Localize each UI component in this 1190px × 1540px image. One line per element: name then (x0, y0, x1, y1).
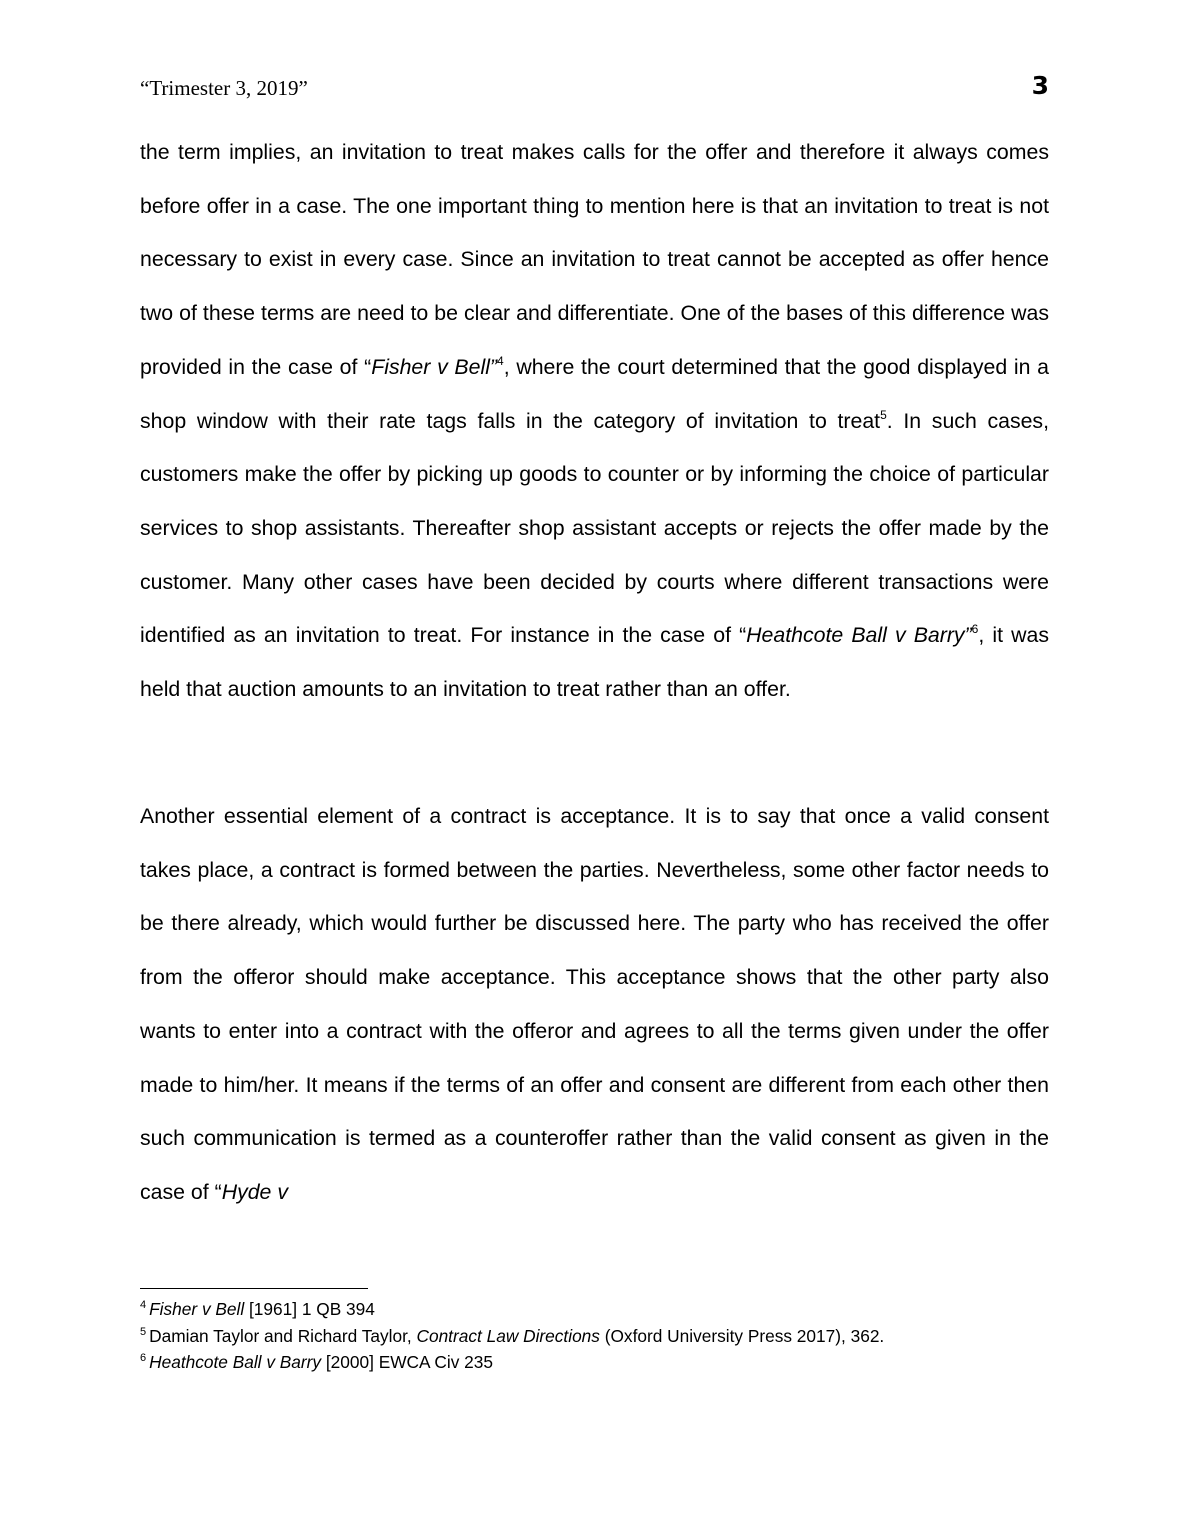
footnote-citation: [1961] 1 QB 394 (244, 1299, 375, 1319)
page-number: 3 (1031, 71, 1049, 100)
footnote-6 (140, 1349, 1080, 1376)
footnote-number: 5 (140, 1325, 147, 1338)
case-name-heathcote-ball-v-barry: Heathcote Ball v Barry” (746, 623, 972, 648)
footnote-separator (140, 1288, 368, 1289)
footnote-citation: (Oxford University Press 2017), 362. (599, 1325, 885, 1346)
case-name-fisher-v-bell: Fisher v Bell” (371, 354, 498, 379)
paragraph-text-segment: , where the court determined that the good displayed in a shop window with their rate tags falls in the category of invitation to treat (140, 354, 1050, 433)
paragraph-text (140, 126, 1049, 717)
footnote-case-name: Heathcote Ball v Barry (149, 1352, 322, 1372)
footnote-number: 4 (140, 1299, 147, 1311)
running-header-title: “Trimester 3, 2019” (140, 76, 308, 100)
footnote-number: 6 (140, 1352, 147, 1364)
footnote-reference-6[interactable]: 6 (971, 622, 979, 637)
case-name-hyde-v: Hyde v (221, 1179, 288, 1204)
paragraph-text (140, 790, 1049, 1220)
footnote-book-title: Contract Law Directions (416, 1325, 600, 1346)
footnote-reference-4[interactable]: 4 (497, 353, 504, 368)
body-paragraph-2 (140, 790, 1049, 1220)
paragraph-text-segment: the term implies, an invitation to treat makes calls for the offer and therefore it always comes before offer in a case. The one important thing to mention here is that an invitation to treat is not necessary to exist in every case. Since an invitation to treat cannot be accepted as offer hence two of these terms are need to be clear and differentiate. One of the bases of this difference was provided in the case of “ (140, 140, 1049, 379)
paragraph-text-segment: . In such cases, customers make the offer by picking up goods to counter or by informing the choice of particular services to shop assistants. Thereafter shop assistant accepts or rejects the offer made by the customer. Many other cases have been decided by courts where different transactions were identified as an invitation to treat. For instance in the case of “ (140, 408, 1050, 648)
footnote-case-name: Fisher v Bell (149, 1299, 245, 1319)
footnote-4 (140, 1296, 1080, 1323)
footnotes-section (140, 1296, 1080, 1376)
footnote-citation: [2000] EWCA Civ 235 (321, 1352, 493, 1372)
footnote-authors: Damian Taylor and Richard Taylor, (149, 1325, 417, 1346)
body-paragraph-1 (140, 126, 1049, 717)
paragraph-text-segment: , it was held that auction amounts to an invitation to treat rather than an offer. (140, 623, 1049, 702)
paragraph-text-segment: Another essential element of a contract is acceptance. It is to say that once a valid consent takes place, a contract is formed between the parties. Nevertheless, some other factor needs to be there already, which would further be discussed here. The party who has received the offer from the offeror should make acceptance. This acceptance shows that the other party also wants to enter into a contract with the offeror and agrees to all the terms given under the offer made to him/her. It means if the terms of an offer and consent are different from each other then such communication is termed as a counteroffer rather than the valid consent as given in the case of “ (140, 804, 1049, 1204)
footnote-5 (140, 1323, 1080, 1350)
footnote-reference-5[interactable]: 5 (880, 407, 887, 422)
